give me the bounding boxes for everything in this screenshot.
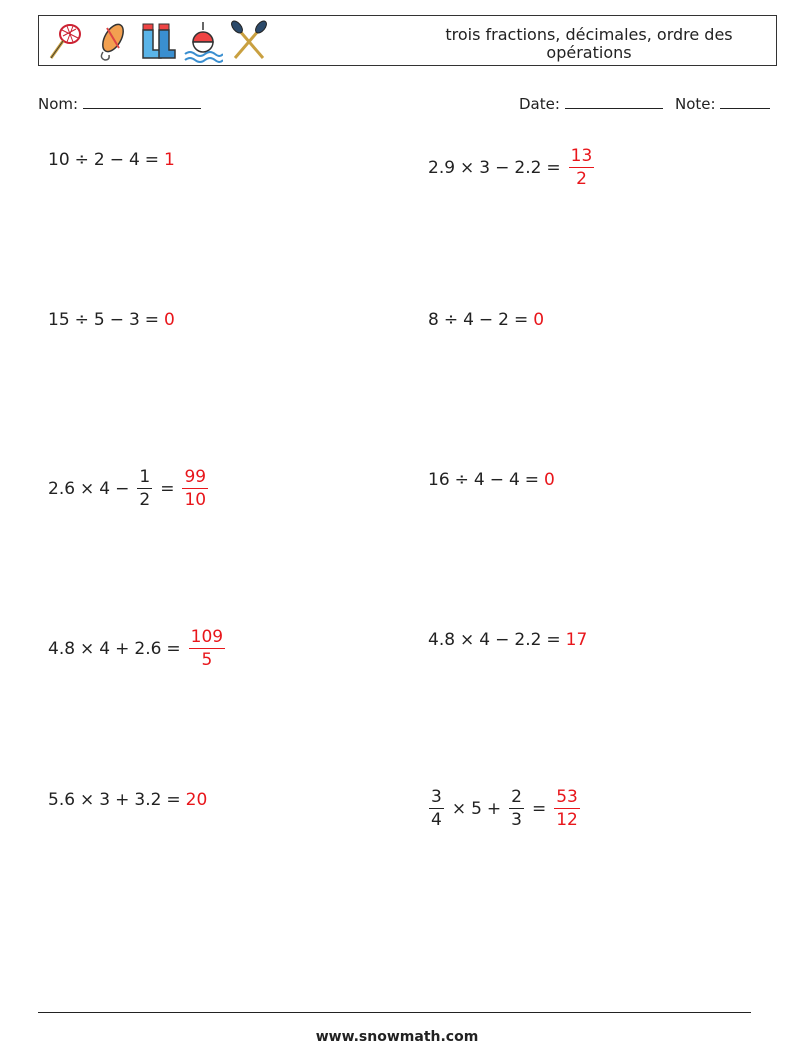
problem-1 <box>48 150 175 170</box>
equals-sign: = <box>524 470 540 490</box>
date-field <box>519 94 663 113</box>
note-field <box>675 94 770 113</box>
denominator: 5 <box>201 650 213 670</box>
problem-6 <box>428 470 555 490</box>
operand: 2 <box>93 150 105 170</box>
operand: 2.9 <box>428 157 456 178</box>
denominator: 4 <box>431 810 442 830</box>
operator: × <box>460 157 475 178</box>
operand: 4 <box>508 470 520 490</box>
operand: 2.2 <box>514 630 542 650</box>
operator: × <box>460 630 475 650</box>
equals-sign: = <box>160 478 175 499</box>
operator: − <box>478 310 494 330</box>
crossed-oars-icon <box>229 20 269 64</box>
operand: 3 <box>479 157 491 178</box>
rubber-boots-icon <box>137 20 177 64</box>
answer: 17 <box>565 630 588 650</box>
operator: + <box>486 798 502 819</box>
operator: ÷ <box>454 470 469 490</box>
operand: 4 <box>99 638 111 659</box>
operand: 2.2 <box>514 157 542 178</box>
numerator: 53 <box>556 787 578 807</box>
operand: 3 <box>128 310 140 330</box>
operator: − <box>489 470 504 490</box>
denominator: 3 <box>511 810 522 830</box>
footer-url[interactable]: www.snowmath.com <box>315 1029 479 1045</box>
equals-sign: = <box>546 630 561 650</box>
answer: 20 <box>185 790 208 810</box>
equals-sign: = <box>144 310 160 330</box>
operator: × <box>80 790 95 810</box>
operand: 2.6 <box>134 638 162 659</box>
worksheet-header <box>38 15 777 66</box>
name-label: Nom: <box>38 95 79 113</box>
header-icons <box>45 20 269 64</box>
denominator: 10 <box>184 490 207 510</box>
note-label: Note: <box>675 95 716 113</box>
answer: 0 <box>164 310 175 330</box>
fishing-float-icon <box>183 20 223 64</box>
operator: + <box>115 638 130 659</box>
operand: 5 <box>93 310 105 330</box>
operator: × <box>80 478 95 499</box>
problem-3 <box>48 310 175 330</box>
denominator: 2 <box>139 490 151 510</box>
operator: + <box>115 790 130 810</box>
operand-fraction <box>137 467 152 510</box>
operand: 3.2 <box>134 790 162 810</box>
operand: 4 <box>473 470 485 490</box>
operand: 5.6 <box>48 790 76 810</box>
numerator: 109 <box>190 627 224 647</box>
worksheet-title: trois fractions, décimales, ordre des opérations <box>445 25 733 62</box>
operand: 2.6 <box>48 478 76 499</box>
operator: × <box>80 638 95 659</box>
operand: 2 <box>498 310 509 330</box>
operand: 15 <box>48 310 70 330</box>
operator: − <box>495 157 510 178</box>
operator: ÷ <box>443 310 459 330</box>
operand: 5 <box>471 798 482 819</box>
problem-2 <box>428 146 597 189</box>
denominator: 2 <box>576 169 587 189</box>
operand: 4 <box>99 478 111 499</box>
answer: 0 <box>533 310 545 330</box>
operator: ÷ <box>74 310 89 330</box>
fishing-lure-icon <box>91 20 131 64</box>
equals-sign: = <box>166 790 181 810</box>
equals-sign: = <box>144 150 160 170</box>
operator: × <box>451 798 467 819</box>
operand: 4 <box>128 150 140 170</box>
equals-sign: = <box>166 638 181 659</box>
problem-4 <box>428 310 544 330</box>
problem-9 <box>48 790 207 810</box>
numerator: 3 <box>431 787 442 807</box>
numerator: 1 <box>139 467 151 487</box>
problem-8 <box>428 630 587 650</box>
name-blank[interactable] <box>83 94 201 109</box>
operand: 4.8 <box>48 638 76 659</box>
equals-sign: = <box>546 157 561 178</box>
numerator: 2 <box>511 787 522 807</box>
operand: 4.8 <box>428 630 456 650</box>
operator: − <box>109 150 124 170</box>
name-field <box>38 94 201 113</box>
fishing-net-icon <box>45 20 85 64</box>
answer: 1 <box>164 150 175 170</box>
numerator: 99 <box>184 467 207 487</box>
problem-7 <box>48 627 228 670</box>
equals-sign: = <box>513 310 529 330</box>
operand: 4 <box>463 310 474 330</box>
operator: − <box>115 478 130 499</box>
problem-10 <box>426 787 583 830</box>
answer-fraction <box>189 627 225 670</box>
operator: − <box>109 310 124 330</box>
equals-sign: = <box>531 798 547 819</box>
operand: 10 <box>48 150 70 170</box>
denominator: 12 <box>556 810 578 830</box>
answer-fraction <box>182 467 208 510</box>
answer: 0 <box>544 470 555 490</box>
operand: 4 <box>479 630 491 650</box>
footer-divider <box>38 1012 751 1013</box>
operand-fraction <box>509 787 524 830</box>
date-blank[interactable] <box>565 94 663 109</box>
numerator: 13 <box>570 146 593 166</box>
operand: 3 <box>99 790 111 810</box>
answer-fraction <box>569 146 595 189</box>
operator: ÷ <box>74 150 89 170</box>
date-label: Date: <box>519 95 560 113</box>
operand-fraction <box>429 787 444 830</box>
operand: 8 <box>428 310 439 330</box>
operand: 16 <box>428 470 450 490</box>
answer-fraction <box>554 787 580 830</box>
note-blank[interactable] <box>720 94 770 109</box>
problem-5 <box>48 467 211 510</box>
operator: − <box>495 630 510 650</box>
